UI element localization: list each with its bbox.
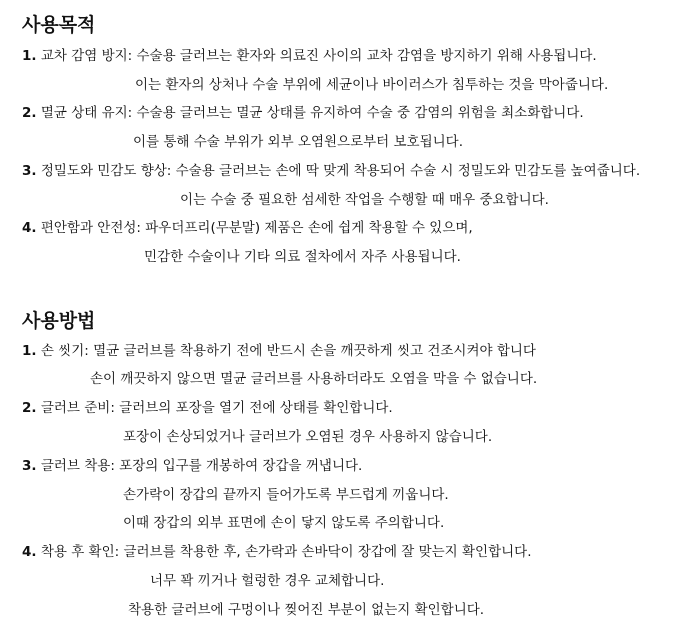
method-item-4-cont-2: 착용한 글러브에 구멍이나 찢어진 부분이 없는지 확인합니다. [128,602,485,618]
method-item-3-cont-2: 이때 장갑의 외부 표면에 손이 닿지 않도록 주의합니다. [123,515,445,531]
method-heading: 사용방법 [22,310,96,332]
purpose-item-3 [22,162,640,180]
purpose-item-2-cont: 이를 통해 수술 부위가 외부 오염원으로부터 보호됩니다. [133,134,463,150]
purpose-item-1 [22,47,597,65]
method-item-4-cont-1: 너무 꽉 끼거나 헐렁한 경우 교체합니다. [150,573,385,589]
item-number: 1. [22,48,37,64]
item-number: 3. [22,163,37,179]
purpose-item-3-cont: 이는 수술 중 필요한 섬세한 작업을 수행할 때 매우 중요합니다. [180,192,549,208]
item-number: 3. [22,458,37,474]
item-text: 손 씻기: 멸균 글러브를 착용하기 전에 반드시 손을 깨끗하게 씻고 건조시켜야 합니다 [40,343,536,359]
purpose-item-1-cont: 이는 환자의 상처나 수술 부위에 세균이나 바이러스가 침투하는 것을 막아줍니다. [135,77,609,93]
item-text: 착용 후 확인: 글러브를 착용한 후, 손가락과 손바닥이 장갑에 잘 맞는지 확인합니다. [40,544,532,560]
item-text: 정밀도와 민감도 향상: 수술용 글러브는 손에 딱 맞게 착용되어 수술 시 정밀도와 민감도를 높여줍니다. [40,163,641,179]
method-item-4 [22,543,532,561]
item-text: 글러브 착용: 포장의 입구를 개봉하여 장갑을 꺼냅니다. [40,458,363,474]
method-item-1-cont: 손이 깨끗하지 않으면 멸균 글러브를 사용하더라도 오염을 막을 수 없습니다. [90,371,538,387]
item-text: 글러브 준비: 글러브의 포장을 열기 전에 상태를 확인합니다. [40,400,393,416]
item-number: 4. [22,220,37,236]
method-item-2-cont: 포장이 손상되었거나 글러브가 오염된 경우 사용하지 않습니다. [123,429,493,445]
purpose-item-4 [22,219,473,237]
item-number: 1. [22,343,37,359]
item-text: 편안함과 안전성: 파우더프리(무분말) 제품은 손에 쉽게 착용할 수 있으며, [40,220,473,236]
item-text: 교차 감염 방지: 수술용 글러브는 환자와 의료진 사이의 교차 감염을 방지하기 위해 사용됩니다. [40,48,597,64]
item-text: 멸균 상태 유지: 수술용 글러브는 멸균 상태를 유지하여 수술 중 감염의 위험을 최소화합니다. [40,105,584,121]
item-number: 2. [22,400,37,416]
purpose-item-4-cont: 민감한 수술이나 기타 의료 절차에서 자주 사용됩니다. [144,249,461,265]
method-item-3 [22,457,362,475]
method-item-3-cont-1: 손가락이 장갑의 끝까지 들어가도록 부드럽게 끼웁니다. [123,487,449,503]
purpose-item-2 [22,104,584,122]
item-number: 4. [22,544,37,560]
purpose-heading: 사용목적 [22,14,96,36]
item-number: 2. [22,105,37,121]
method-item-2 [22,399,393,417]
method-item-1 [22,342,536,360]
